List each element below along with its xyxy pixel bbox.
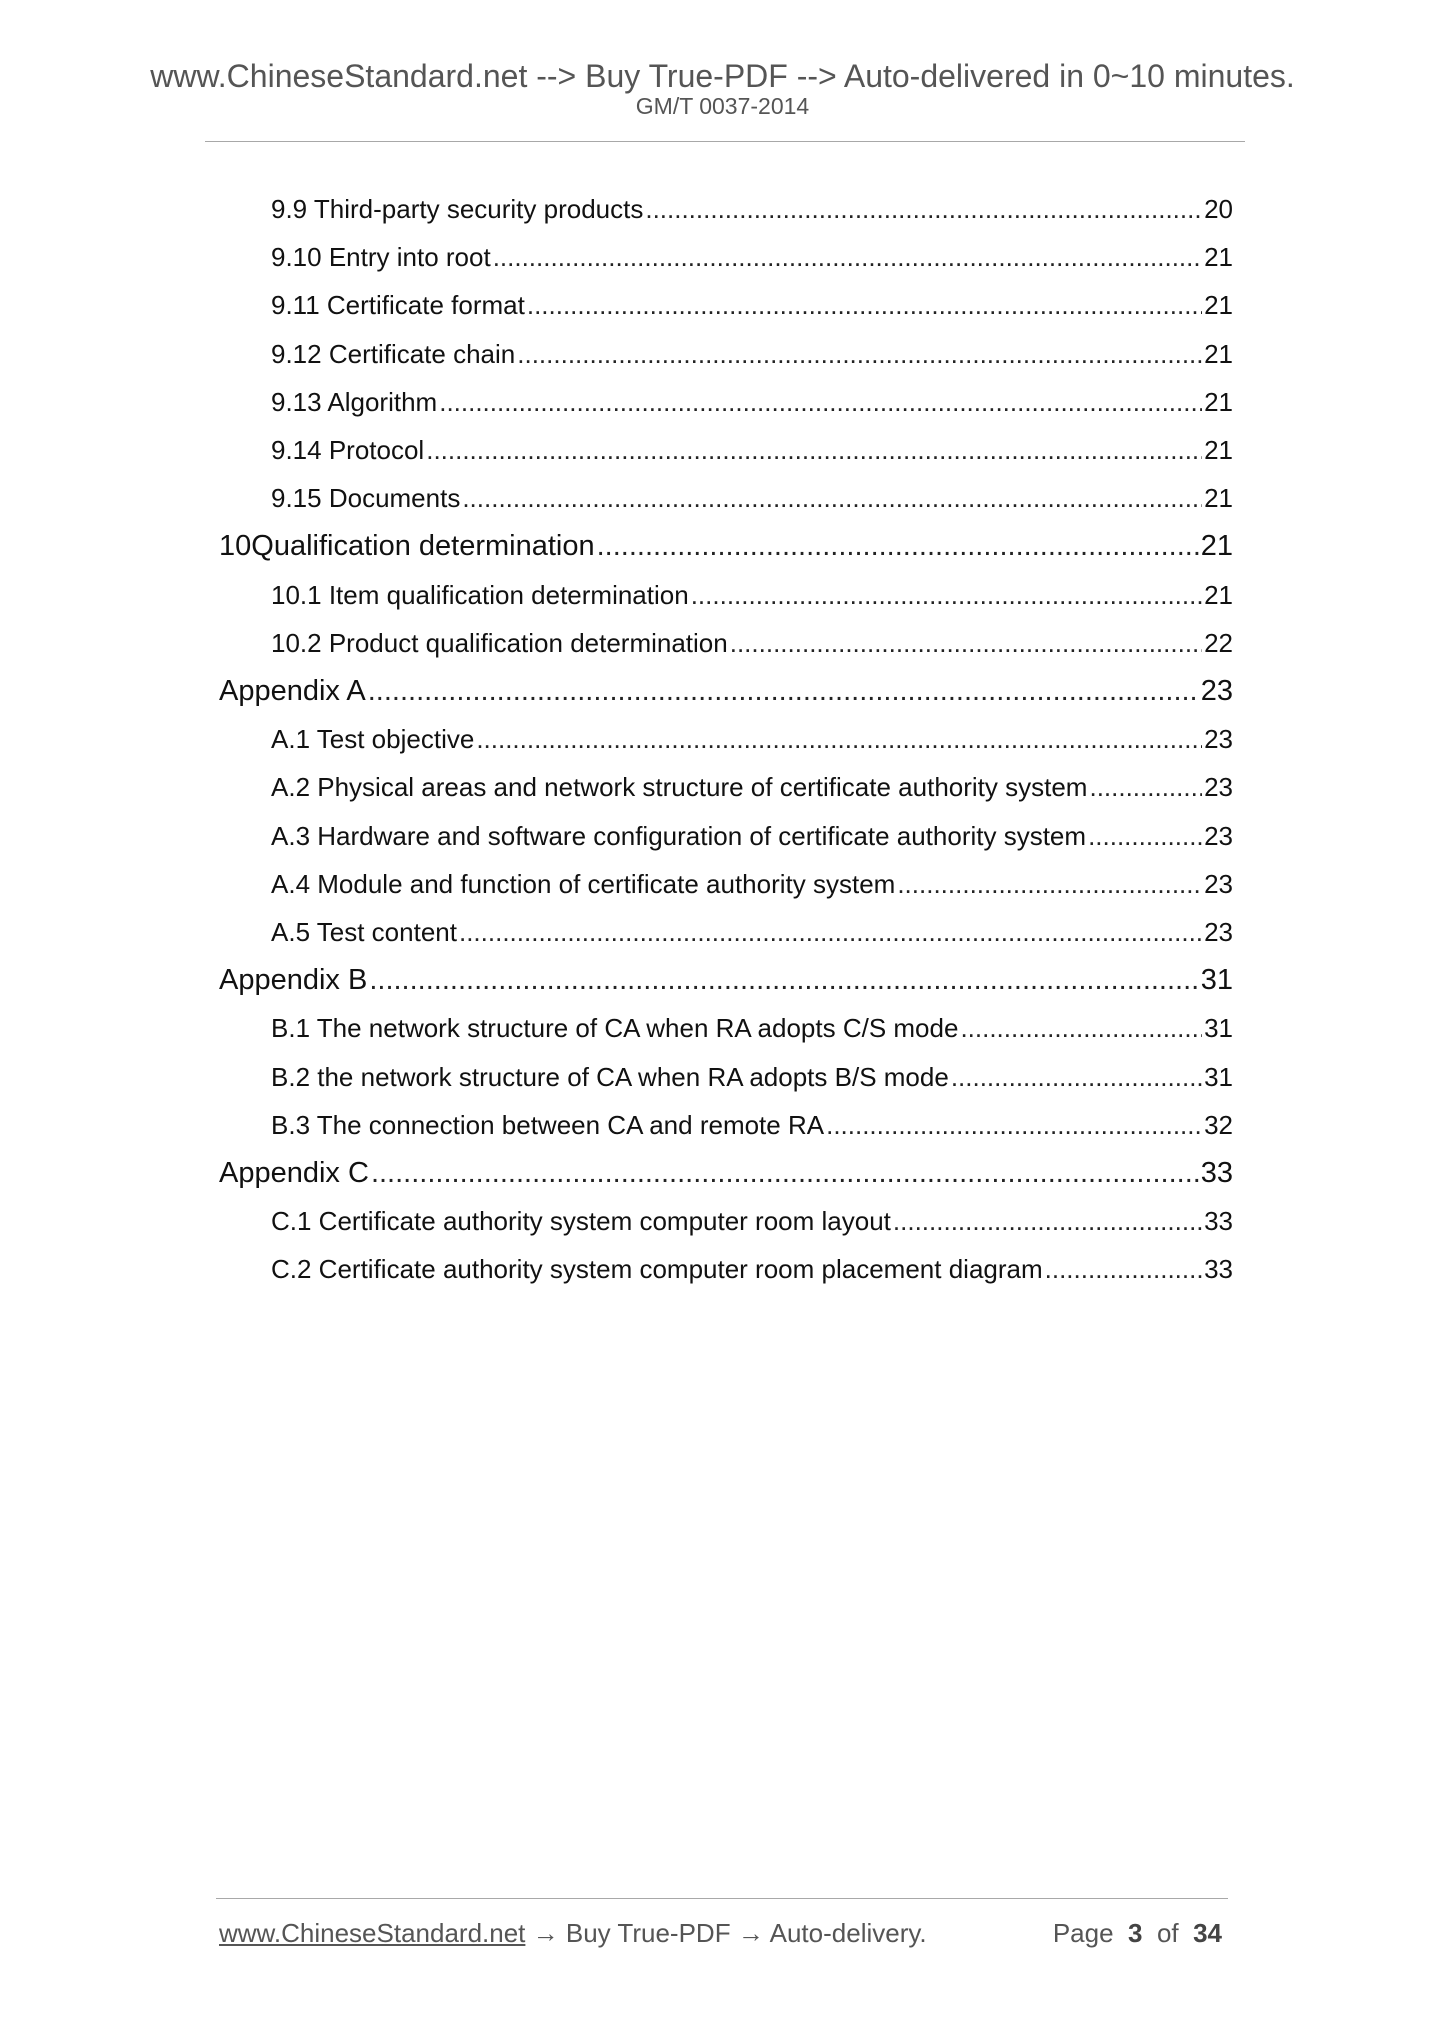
header-banner: www.ChineseStandard.net --> Buy True-PDF --> Auto-delivered in 0~10 minutes. [150, 58, 1295, 94]
of-word: of [1156, 1918, 1179, 1948]
dot-leader [476, 721, 1202, 757]
header-divider [205, 141, 1245, 142]
dot-leader [426, 432, 1202, 468]
document-code: GM/T 0037-2014 [635, 93, 810, 119]
dot-leader [1088, 818, 1202, 854]
dot-leader [1045, 1251, 1202, 1287]
dot-leader [517, 336, 1202, 372]
dot-leader [730, 625, 1202, 661]
current-page-number: 3 [1128, 1918, 1143, 1948]
toc-entry-page-number: 21 [1200, 530, 1233, 562]
toc-entry-title: 9.11 Certificate format [271, 290, 525, 320]
toc-entry-title: A.4 Module and function of certificate authority system [271, 869, 896, 899]
toc-subsection-entry[interactable] [271, 1251, 1233, 1287]
arrow-icon: → [737, 1918, 764, 1948]
toc-entry-page-number: 31 [1204, 1013, 1233, 1043]
toc-entry-page-number: 21 [1204, 387, 1233, 417]
toc-entry-page-number: 21 [1204, 242, 1233, 272]
toc-entry-title: 9.12 Certificate chain [271, 339, 516, 369]
toc-entry-title: A.1 Test objective [271, 724, 475, 754]
toc-entry-title: B.1 The network structure of CA when RA adopts C/S mode [271, 1013, 959, 1043]
toc-entry-page-number: 21 [1204, 435, 1233, 465]
footer-divider [216, 1898, 1228, 1899]
toc-entry-title: 10.2 Product qualification determination [271, 628, 728, 658]
dot-leader [439, 384, 1202, 420]
dot-leader [1089, 769, 1202, 805]
toc-entry-title: Appendix C [219, 1157, 369, 1189]
dot-leader [368, 671, 1199, 711]
toc-entry-page-number: 21 [1204, 483, 1233, 513]
toc-entry-title: 9.15 Documents [271, 483, 461, 513]
toc-entry-title: Appendix B [219, 964, 368, 996]
dot-leader [371, 1153, 1199, 1193]
toc-entry-title: A.5 Test content [271, 917, 457, 947]
dot-leader [893, 1203, 1202, 1239]
toc-entry-page-number: 33 [1200, 1157, 1233, 1189]
toc-entry-title: C.1 Certificate authority system computer room layout [271, 1206, 891, 1236]
toc-entry-title: A.3 Hardware and software configuration of certificate authority system [271, 821, 1087, 851]
total-page-count: 34 [1193, 1918, 1222, 1948]
footer-site-link[interactable]: www.ChineseStandard.net [219, 1918, 526, 1948]
dot-leader [691, 577, 1202, 613]
toc-subsection-entry[interactable] [271, 287, 1233, 323]
toc-subsection-entry[interactable] [271, 1010, 1233, 1046]
toc-subsection-entry[interactable] [271, 818, 1233, 854]
toc-entry-title: 9.9 Third-party security products [271, 194, 644, 224]
toc-entry-page-number: 23 [1204, 869, 1233, 899]
toc-subsection-entry[interactable] [271, 1107, 1233, 1143]
dot-leader [960, 1010, 1202, 1046]
dot-leader [369, 960, 1198, 1000]
toc-entry-title: B.3 The connection between CA and remote RA [271, 1110, 825, 1140]
toc-entry-page-number: 33 [1204, 1206, 1233, 1236]
dot-leader [459, 914, 1202, 950]
toc-section-entry[interactable] [219, 526, 1233, 566]
toc-entry-page-number: 21 [1204, 580, 1233, 610]
toc-entry-page-number: 23 [1204, 821, 1233, 851]
toc-entry-page-number: 31 [1200, 964, 1233, 996]
toc-subsection-entry[interactable] [271, 1059, 1233, 1095]
toc-subsection-entry[interactable] [271, 384, 1233, 420]
toc-entry-page-number: 22 [1204, 628, 1233, 658]
toc-entry-page-number: 21 [1204, 290, 1233, 320]
toc-subsection-entry[interactable] [271, 625, 1233, 661]
toc-entry-title: C.2 Certificate authority system computer room placement diagram [271, 1254, 1043, 1284]
toc-section-entry[interactable] [219, 671, 1233, 711]
toc-entry-page-number: 23 [1204, 772, 1233, 802]
dot-leader [951, 1059, 1202, 1095]
page-indicator [1053, 1917, 1222, 1949]
footer-delivery-text: Auto-delivery. [769, 1918, 927, 1948]
toc-entry-page-number: 21 [1204, 339, 1233, 369]
toc-subsection-entry[interactable] [271, 769, 1233, 805]
dot-leader [897, 866, 1202, 902]
dot-leader [597, 526, 1199, 566]
dot-leader [527, 287, 1202, 323]
dot-leader [462, 480, 1202, 516]
footer-buy-text: Buy True-PDF [565, 1918, 731, 1948]
toc-subsection-entry[interactable] [271, 866, 1233, 902]
toc-entry-page-number: 23 [1204, 724, 1233, 754]
toc-subsection-entry[interactable] [271, 432, 1233, 468]
toc-subsection-entry[interactable] [271, 1203, 1233, 1239]
toc-entry-page-number: 23 [1200, 675, 1233, 707]
toc-subsection-entry[interactable] [271, 721, 1233, 757]
dot-leader [826, 1107, 1202, 1143]
arrow-icon: → [532, 1918, 559, 1948]
toc-entry-number: 10 [219, 530, 252, 562]
toc-entry-title: Qualification determination [251, 530, 595, 562]
toc-subsection-entry[interactable] [271, 239, 1233, 275]
dot-leader [645, 191, 1202, 227]
toc-entry-title: 10.1 Item qualification determination [271, 580, 689, 610]
page-word: Page [1052, 1918, 1114, 1948]
toc-entry-title: A.2 Physical areas and network structure of certificate authority system [271, 772, 1088, 802]
toc-subsection-entry[interactable] [271, 914, 1233, 950]
toc-entry-page-number: 33 [1204, 1254, 1233, 1284]
dot-leader [493, 239, 1202, 275]
toc-entry-title: B.2 the network structure of CA when RA adopts B/S mode [271, 1062, 949, 1092]
toc-entry-page-number: 32 [1204, 1110, 1233, 1140]
toc-entry-page-number: 31 [1204, 1062, 1233, 1092]
toc-subsection-entry[interactable] [271, 577, 1233, 613]
toc-entry-title: 9.10 Entry into root [271, 242, 491, 272]
toc-subsection-entry[interactable] [271, 191, 1233, 227]
toc-entry-title: Appendix A [219, 675, 366, 707]
footer-links [219, 1917, 927, 1949]
toc-section-entry[interactable] [219, 960, 1233, 1000]
toc-entry-page-number: 20 [1204, 194, 1233, 224]
toc-entry-title: 9.14 Protocol [271, 435, 425, 465]
toc-entry-page-number: 23 [1204, 917, 1233, 947]
toc-entry-title: 9.13 Algorithm [271, 387, 438, 417]
toc-section-entry[interactable] [219, 1153, 1233, 1193]
toc-subsection-entry[interactable] [271, 336, 1233, 372]
toc-subsection-entry[interactable] [271, 480, 1233, 516]
